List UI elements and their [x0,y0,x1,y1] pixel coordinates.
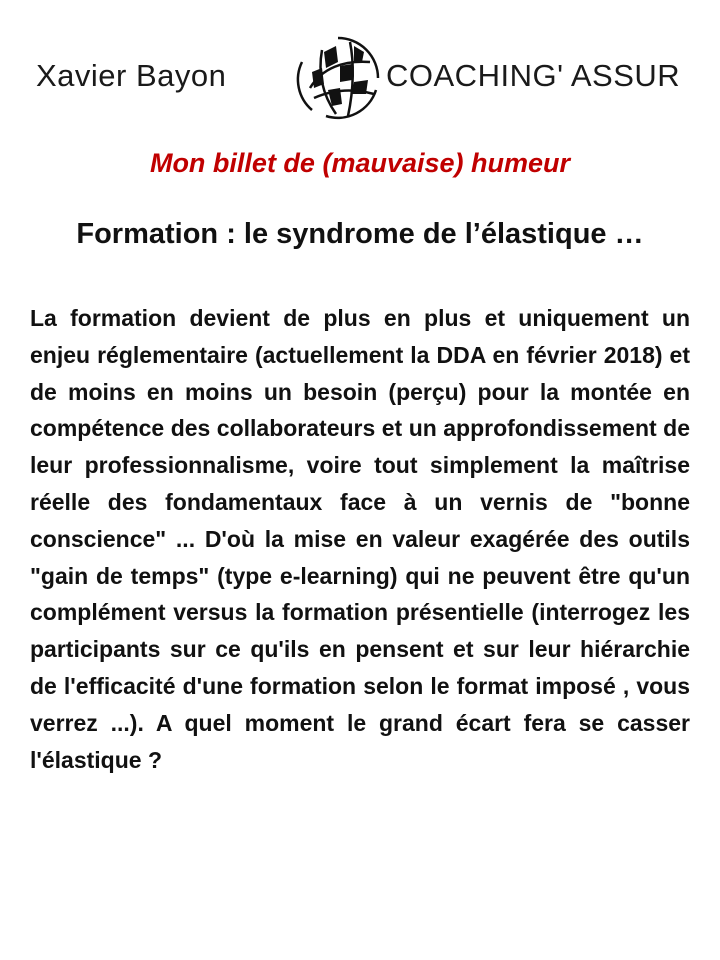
author-name: Xavier Bayon [36,58,227,93]
page-header [0,30,720,130]
body-paragraph: La formation devient de plus en plus et uniquement un enjeu réglementaire (actuellement la DDA en février 2018) et de moins en moins un besoin (perçu) pour la montée en compétence des collaborateurs et un approfondissement de leur professionnalisme, voire tout simplement la maîtrise réelle des fondamentaux face à un vernis de "bonne conscience" ... D'où la mise en valeur exagérée des outils "gain de temps" (type e-learning) qui ne peuvent être qu'un complément versus la formation présentielle (interrogez les participants sur ce qu'ils en pensent et sur leur hiérarchie de l'efficacité d'une formation selon le format imposé , vous verrez ...). A quel moment le grand écart fera se casser l'élastique ? [30,305,690,773]
subtitle-heading: Mon billet de (mauvaise) humeur [149,148,571,178]
checkered-sphere-logo-icon [292,32,384,124]
page-title: Formation : le syndrome de l’élastique … [76,218,644,250]
brand-name: COACHING' ASSUR [386,58,681,93]
